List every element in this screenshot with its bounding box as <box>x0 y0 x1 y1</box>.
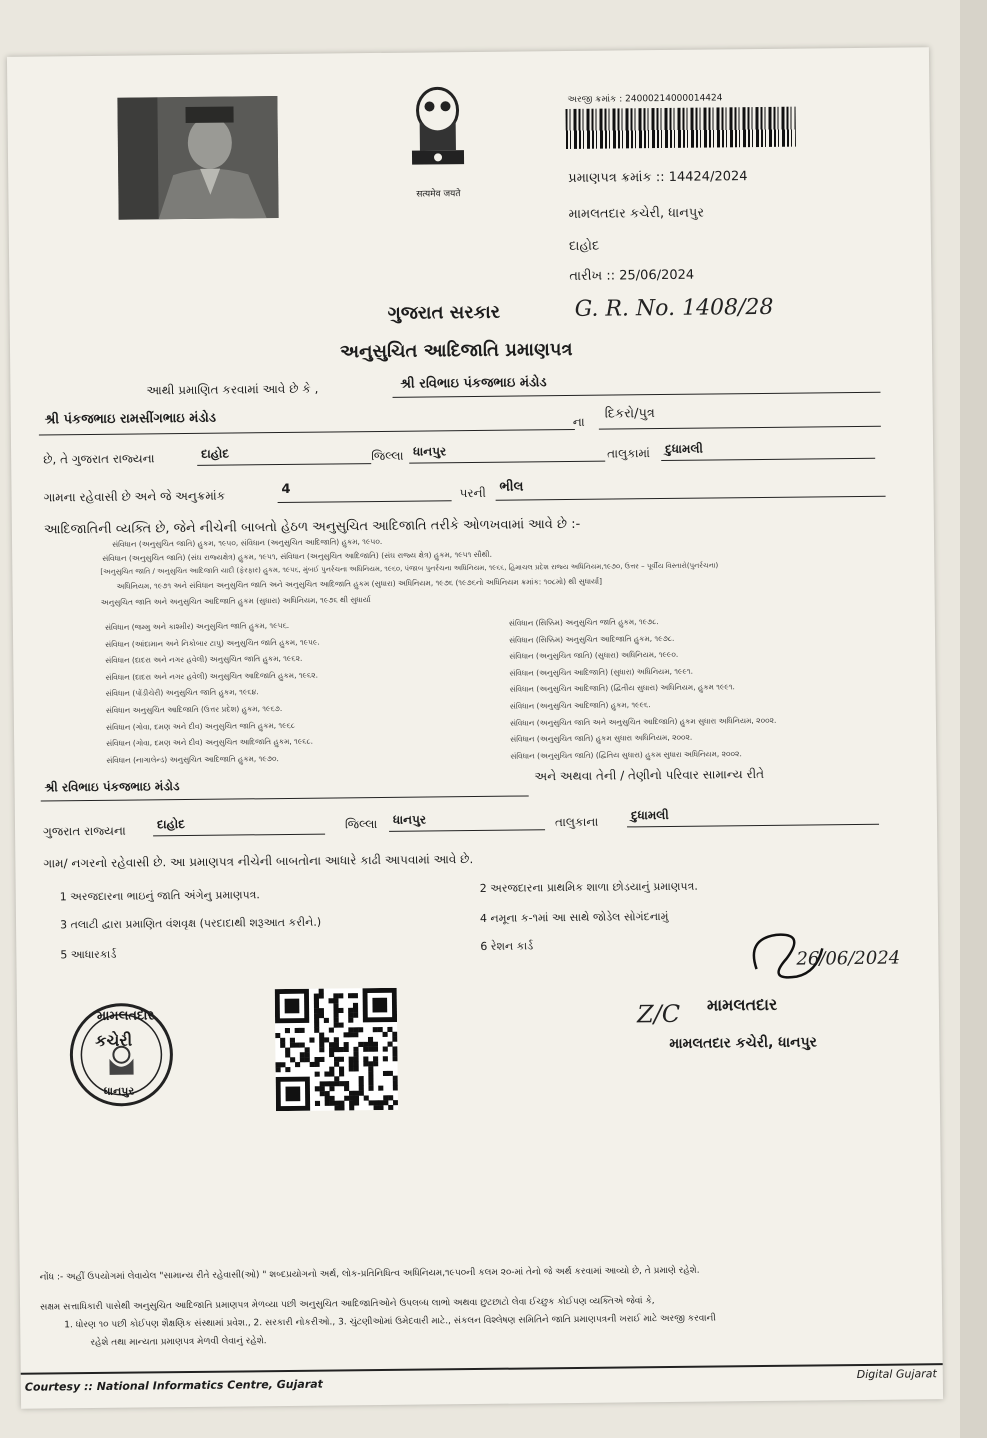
signatory-office: મામલતદાર કચેરી, ધાનપુર <box>669 1034 817 1052</box>
recognition-text: આદિજાતિની વ્યક્તિ છે, જેને નીચેની બાબતો હેઠળ અનુસુચિત આદિજાતિ તરીકે ઓળખવામાં આવે છે :- <box>43 516 581 538</box>
national-emblem <box>397 80 478 201</box>
order-item: સંવિધાન (અનુસુચિત આદિજાતિ) (સુધારા) અધિનિયમ, ૧૯૯૧. <box>509 666 694 678</box>
document-item: 4 નમૂના ક-૧માં આ સાથે જોડેલ સોગંદનામું <box>479 909 669 925</box>
applicant-name: શ્રી રવિભાઇ પંકજભાઇ મંડોડ <box>392 372 880 398</box>
competent-text: સક્ષમ સત્તાધિકારી પાસેથી અનુસુચિત આદિજાતિ પ્રમાણપત્ર મેળવ્યા પછી અનુસુચિત આદિજાતિઓને ઉપલબ્ધ લાભો અથવા છુટછાટો લેવા ઈચ્છુક કોઈપણ વ્યક્તિએ જેવાં કે, <box>39 1296 655 1313</box>
applicant-name-repeat: શ્રી રવિભાઇ પંકજભાઇ મંડોડ <box>41 775 529 801</box>
village-value-2: દુધામલી <box>627 806 879 828</box>
order-item: સંવિધાન (જમ્મુ અને કાશ્મીર) અનુસુચિત જાતિ હુકમ, ૧૯૫૬. <box>104 620 290 632</box>
issue-date: તારીખ :: 25/06/2024 <box>569 267 695 284</box>
official-seal <box>67 1000 176 1109</box>
tribe-value: ભીલ <box>495 476 885 501</box>
order-line: અનુસુચિત જાતિ અને અનુસુચિત આદિજાતિ હુકમ (સુધારા) અધિનિયમ, ૧૯૭૬ થી સુધાર્યા <box>100 595 371 607</box>
district-label: જિલ્લા <box>371 448 404 464</box>
certificate-title: અનુસુચિત આદિજાતિ પ્રમાણપત્ર <box>339 338 573 363</box>
signature-date: 26/06/2024 <box>796 947 901 970</box>
taluka-label: તાલુકામાં <box>607 446 651 461</box>
barcode <box>566 107 796 149</box>
issuing-district: દાહોદ <box>568 238 600 254</box>
order-line: સંવિધાન (અનુસુચિત જાતિ) હુકમ, ૧૯૫૦, સંવિધાન (અનુસુચિત આદિજાતિ) હુકમ, ૧૯૫૦. <box>112 536 383 549</box>
order-line: સંવિધાન (અનુસુચિત જાતિ) (સંઘ રાજ્યક્ષેત્ર) હુકમ, ૧૯૫૧, સંવિધાન (અનુસુચિત આદિજાતિ) (સંઘ રાજ્ય ક્ષેત્ર) હુકમ, ૧૯૫૧ સૌથી. <box>102 549 492 563</box>
order-item: સંવિધાન (અનુસુચિત જાતિ) (દ્વિતિય સુધારા) હુકમ સુધારા અધિનિયમ, ૨૦૦૨. <box>510 748 742 761</box>
order-item: સંવિધાન (અનુસુચિત જાતિ) (સુધારા) અધિનિયમ, ૧૯૯૦. <box>509 650 679 661</box>
order-item: સંવિધાન (અનુસુચિત જાતિ) હુકમ સુધારા અધિનિયમ, ૨૦૦૨. <box>510 732 693 744</box>
footer <box>21 1363 943 1403</box>
footer-brand: Digital Gujarat <box>856 1367 937 1382</box>
orders-right-list <box>509 613 777 765</box>
state-prefix: છે, તે ગુજરાત રાજ્યના <box>43 451 155 467</box>
document-item: 6 રેશન કાર્ડ <box>480 939 534 953</box>
application-number: અરજી ક્રમાંક : 24000214000014424 <box>567 93 723 105</box>
handwritten-reference: G. R. No. 1408/28 <box>574 294 774 322</box>
note-text: નોંધ :- અહીં ઉપયોગમાં લેવાયેલ "સામાન્ય રીતે રહેવાસી(ઓ) " શબ્દપ્રયોગનો અર્થ, લોક-પ્રતિનિધિત્વ અધિનિયમ,૧૯૫૦ની કલમ ૨૦-માં તેનો જે અર્થ કરવામાં આવ્યો છે, તે પ્રમાણે રહેશે. <box>39 1265 700 1283</box>
order-item: સંવિધાન (આંદામાન અને નિકોબાર ટાપુ) અનુસુચિત જાતિ હુકમ, ૧૯૫૯. <box>105 637 320 649</box>
resident-text: ગામના રહેવાસી છે અને જે અનુક્રમાંક <box>43 488 226 505</box>
certificate-number: પ્રમાણપત્ર ક્રમાંક :: 14424/2024 <box>568 169 748 186</box>
competent-text-2: 1. ધોરણ ૧૦ પછી કોઈપણ શૈક્ષણિક સંસ્થામાં પ્રવેશ., 2. સરકારી નોકરીઓ., 3. ચુંટણીઓમાં ઉમેદવારી માટે., સંકલન વિશ્લેષણ સમિતિને જાતિ પ્રમાણપત્રની ખરાઈ માટે અરજી કરવાની <box>64 1313 716 1331</box>
document-item: 2 અરજદારના પ્રાથમિક શાળા છોડયાનું પ્રમાણપત્ર. <box>479 879 698 895</box>
relation: દિકરો/પુત્ર <box>599 404 881 430</box>
document-item: 3 તલાટી દ્વારા પ્રમાણિત વંશવૃક્ષ (પરદાદાથી શરૂઆત કરીને.) <box>59 915 322 932</box>
competent-text-3: રહેશે તથા માન્યતા પ્રમાણપત્ર મેળવી લેવાનું રહેશે. <box>90 1336 267 1349</box>
order-item: સંવિધાન (અનુસુચિત જાતિ અને અનુસુચિત આદિજાતિ) હુકમ સુધારા અધિનિયમ, ૨૦૦૨. <box>509 715 777 728</box>
order-item: સંવિધાન (નાગાલેન્ડ) અનુસુચિત આદિજાતિ હુકમ, ૧૯૭૦. <box>106 753 279 765</box>
order-item: સંવિધાન (સિક્કિમ) અનુસુચિત આદિજાતિ હુકમ, ૧૯૭૮. <box>509 633 675 645</box>
taluka-label-2: તાલુકાના <box>554 814 599 830</box>
district-value-2: દાહોદ <box>153 816 325 837</box>
seal-text-middle: કચેરી <box>95 1030 133 1050</box>
serial-value: 4 <box>277 480 451 503</box>
order-item: સંવિધાન (અનુસુચિત આદિજાતિ) હુકમ, ૧૯૯૬. <box>509 700 651 711</box>
document-item: 1 અરજદારના ભાઇનું જાતિ અંગેનુ પ્રમાણપત્ર. <box>59 888 260 904</box>
order-line: અધિનિયમ, ૧૯૭૧ અને સંવિધાન અનુસુચિત જાતિ અને અનુસુચિત આદિજાતિ હુકમ (સુધારા) અધિનિયમ, ૧૯૭૬ (૧૯૭૬નો અધિનિયમ ક્રમાંક: ૧૦૮મો) થી સુધાર્યા] <box>116 576 603 591</box>
village-value: દુધામલી <box>661 440 875 461</box>
district-label-2: જિલ્લા <box>344 817 378 832</box>
state-prefix-2: ગુજરાત રાજ્યના <box>42 823 126 839</box>
certify-intro: આથી પ્રમાણિત કરવામાં આવે છે કે , <box>146 381 319 398</box>
footer-courtesy: Courtesy :: National Informatics Centre, Gujarat <box>24 1377 323 1394</box>
order-item: સંવિધાન (અનુસુચિત આદિજાતિ) (દ્વિતીય સુધારા) અધિનિયમ, હુકમ ૧૯૯૧. <box>509 682 735 695</box>
emblem-caption: सत्यमेव जयते <box>416 189 461 200</box>
qr-code <box>275 988 398 1111</box>
document-item: 5 આધારકાર્ડ <box>60 947 117 962</box>
order-item: સંવિધાન (ગોવા, દમણ અને દીવ) અનુસુચિત આદિજાતિ હુકમ, ૧૯૬૮. <box>106 736 313 749</box>
issuing-office: મામલતદાર કચેરી, ધાનપુર <box>568 205 705 222</box>
order-line: [અનુસુચિત જાતિ / અનુસુચિત આદિજાતિ યાદી (ફેરફાર) હુકમ, ૧૯૫૬, મુંબઈ પુનર્રચના અધિનિયમ, ૧૯૬૦, પંજાબ પુનર્રચના અધિનિયમ, ૧૯૬૬, હિમાચલ પ્રદેશ રાજ્ય અધિનિયમ,૧૯૭૦, ઉત્તર – પૂર્વીય વિસ્તારો(પુનર્રચના) <box>100 561 719 576</box>
tribe-label: પરની <box>459 485 486 501</box>
district-value: દાહોદ <box>197 445 371 466</box>
taluka-value: ધાનપુર <box>409 443 605 464</box>
order-item: સંવિધાન (ગોવા, દમણ અને દીવ) અનુસુચિત જાતિ હુકમ, ૧૯૬૮ <box>105 720 296 732</box>
taluka-value-2: ધાનપુર <box>389 811 545 832</box>
issued-text: ગામ/ નગરનો રહેવાસી છે. આ પ્રમાણપત્ર નીચેની બાબતોના આધારે કાઢી આપવામાં આવે છે. <box>43 852 474 871</box>
family-text: અને અથવા તેની / તેણીનો પરિવાર સામાન્ય રીતે <box>534 766 765 784</box>
order-item: સંવિધાન અનુસુચિત આદિજાતિ (ઉત્તર પ્રદેશ) હુકમ, ૧૯૬૭. <box>105 703 283 715</box>
signature-initials: Z/C <box>636 999 681 1029</box>
applicant-photo <box>117 96 278 220</box>
orders-left-list <box>105 618 321 770</box>
order-item: સંવિધાન (પોંડીચેરી) અનુસુચિત જાતિ હુકમ, ૧૯૬૪. <box>105 687 259 699</box>
signatory-title: મામલતદાર <box>706 994 778 1015</box>
order-item: સંવિધાન (સિક્કિમ) અનુસુચિત જાતિ હુકમ, ૧૯૭૮. <box>508 617 659 628</box>
seal-text-bottom: ધાનપુર <box>103 1084 135 1098</box>
certificate-sheet <box>7 47 943 1409</box>
order-item: સંવિધાન (દાદરા અને નગર હવેલી) અનુસુચિત જાતિ હુકમ, ૧૯૬૨. <box>105 653 303 666</box>
government-heading: ગુજરાત સરકાર <box>387 301 501 324</box>
father-name: શ્રી પંકજભાઇ રામસીંગભાઇ મંડોડ <box>39 407 575 436</box>
seal-text-top: મામલતદાર <box>96 1008 155 1024</box>
order-item: સંવિધાન (દાદરા અને નગર હવેલી) અનુસુચિત આદિજાતિ હુકમ, ૧૯૬૨. <box>105 670 318 682</box>
of-label: ના <box>572 414 585 429</box>
